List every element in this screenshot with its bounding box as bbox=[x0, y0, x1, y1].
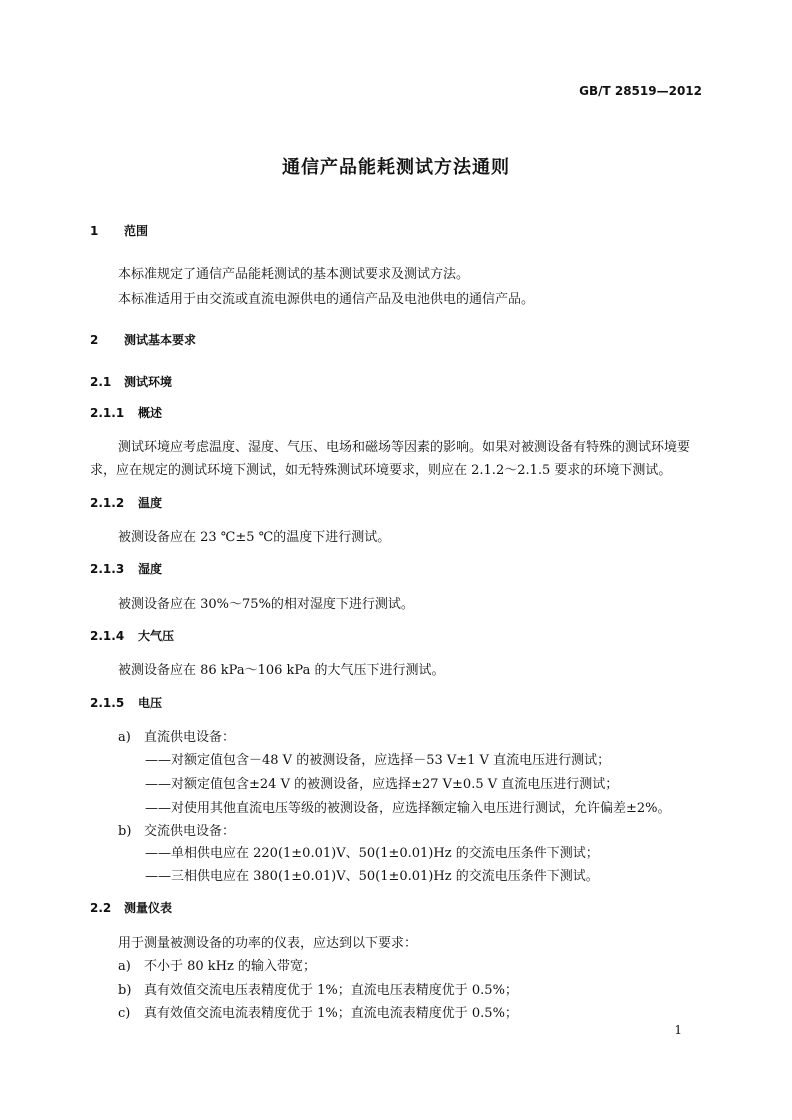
dash-item: ——对额定值包含－48 V 的被测设备，应选择－53 V±1 V 直流电压进行测试； bbox=[145, 753, 611, 768]
section-heading-2-1-1 bbox=[90, 404, 162, 421]
section-number: 2.1.3 bbox=[90, 562, 125, 576]
dash-item: ——对额定值包含±24 V 的被测设备，应选择±27 V±0.5 V 直流电压进行测试； bbox=[145, 777, 619, 792]
dash-item: ——单相供电应在 220(1±0.01)V、50(1±0.01)Hz 的交流电压条件下测试； bbox=[145, 846, 599, 861]
section-heading-2-1-2 bbox=[90, 494, 162, 511]
paragraph: 被测设备应在 86 kPa～106 kPa 的大气压下进行测试。 bbox=[118, 663, 445, 678]
section-title: 测试基本要求 bbox=[124, 333, 197, 347]
list-label: a) bbox=[118, 959, 131, 974]
list-text: 不小于 80 kHz 的输入带宽； bbox=[144, 959, 317, 974]
paragraph: 用于测量被测设备的功率的仪表，应达到以下要求： bbox=[118, 936, 418, 951]
section-title: 大气压 bbox=[138, 629, 175, 643]
section-number: 2.2 bbox=[90, 901, 112, 915]
section-title: 温度 bbox=[138, 496, 163, 510]
paragraph: 测试环境应考虑温度、湿度、气压、电场和磁场等因素的影响。如果对被测设备有特殊的测试环境要 bbox=[118, 440, 691, 455]
section-number: 2.1.5 bbox=[90, 696, 125, 710]
list-item bbox=[118, 726, 235, 745]
section-number: 2.1.4 bbox=[90, 629, 125, 643]
standard-number: GB/T 28519—2012 bbox=[579, 84, 702, 98]
section-title: 范围 bbox=[124, 224, 149, 238]
section-number: 2.1.2 bbox=[90, 496, 125, 510]
section-title: 测试环境 bbox=[124, 375, 173, 389]
list-label: a) bbox=[118, 730, 131, 745]
list-text: 真有效值交流电压表精度优于 1%；直流电压表精度优于 0.5%； bbox=[144, 983, 518, 998]
list-item bbox=[118, 979, 518, 998]
list-text: 直流供电设备： bbox=[144, 730, 236, 745]
section-heading-2-1-3 bbox=[90, 560, 162, 577]
section-heading-2-2 bbox=[90, 899, 172, 916]
section-title: 概述 bbox=[138, 406, 163, 420]
list-text: 交流供电设备： bbox=[144, 824, 236, 839]
list-item bbox=[118, 1002, 518, 1021]
section-heading-2-1-4 bbox=[90, 627, 174, 644]
list-item bbox=[118, 820, 235, 839]
paragraph: 求，应在规定的测试环境下测试，如无特殊测试环境要求，则应在 2.1.2～2.1.5 要求的环境下测试。 bbox=[90, 463, 672, 478]
section-heading-2 bbox=[90, 331, 196, 348]
dash-item: ——三相供电应在 380(1±0.01)V、50(1±0.01)Hz 的交流电压条件下测试。 bbox=[145, 869, 599, 884]
section-number: 2 bbox=[90, 333, 99, 347]
section-heading-2-1 bbox=[90, 373, 172, 390]
list-item bbox=[118, 955, 316, 974]
section-number: 2.1 bbox=[90, 375, 112, 389]
paragraph: 被测设备应在 30%～75%的相对湿度下进行测试。 bbox=[118, 597, 414, 612]
list-label: b) bbox=[118, 824, 132, 839]
list-text: 真有效值交流电流表精度优于 1%；直流电流表精度优于 0.5%； bbox=[144, 1006, 518, 1021]
paragraph: 本标准适用于由交流或直流电源供电的通信产品及电池供电的通信产品。 bbox=[118, 292, 535, 307]
section-title: 测量仪表 bbox=[124, 901, 173, 915]
page-number: 1 bbox=[674, 1023, 682, 1037]
paragraph: 本标准规定了通信产品能耗测试的基本测试要求及测试方法。 bbox=[118, 267, 470, 282]
section-heading-2-1-5 bbox=[90, 694, 162, 711]
document-title: 通信产品能耗测试方法通则 bbox=[282, 157, 510, 178]
section-heading-1 bbox=[90, 222, 148, 239]
paragraph: 被测设备应在 23 ℃±5 ℃的温度下进行测试。 bbox=[118, 530, 391, 545]
list-label: c) bbox=[118, 1006, 131, 1021]
list-label: b) bbox=[118, 983, 132, 998]
dash-item: ——对使用其他直流电压等级的被测设备，应选择额定输入电压进行测试，允许偏差±2%。 bbox=[145, 801, 671, 816]
section-number: 2.1.1 bbox=[90, 406, 125, 420]
section-number: 1 bbox=[90, 224, 99, 238]
section-title: 湿度 bbox=[138, 562, 163, 576]
section-title: 电压 bbox=[138, 696, 163, 710]
